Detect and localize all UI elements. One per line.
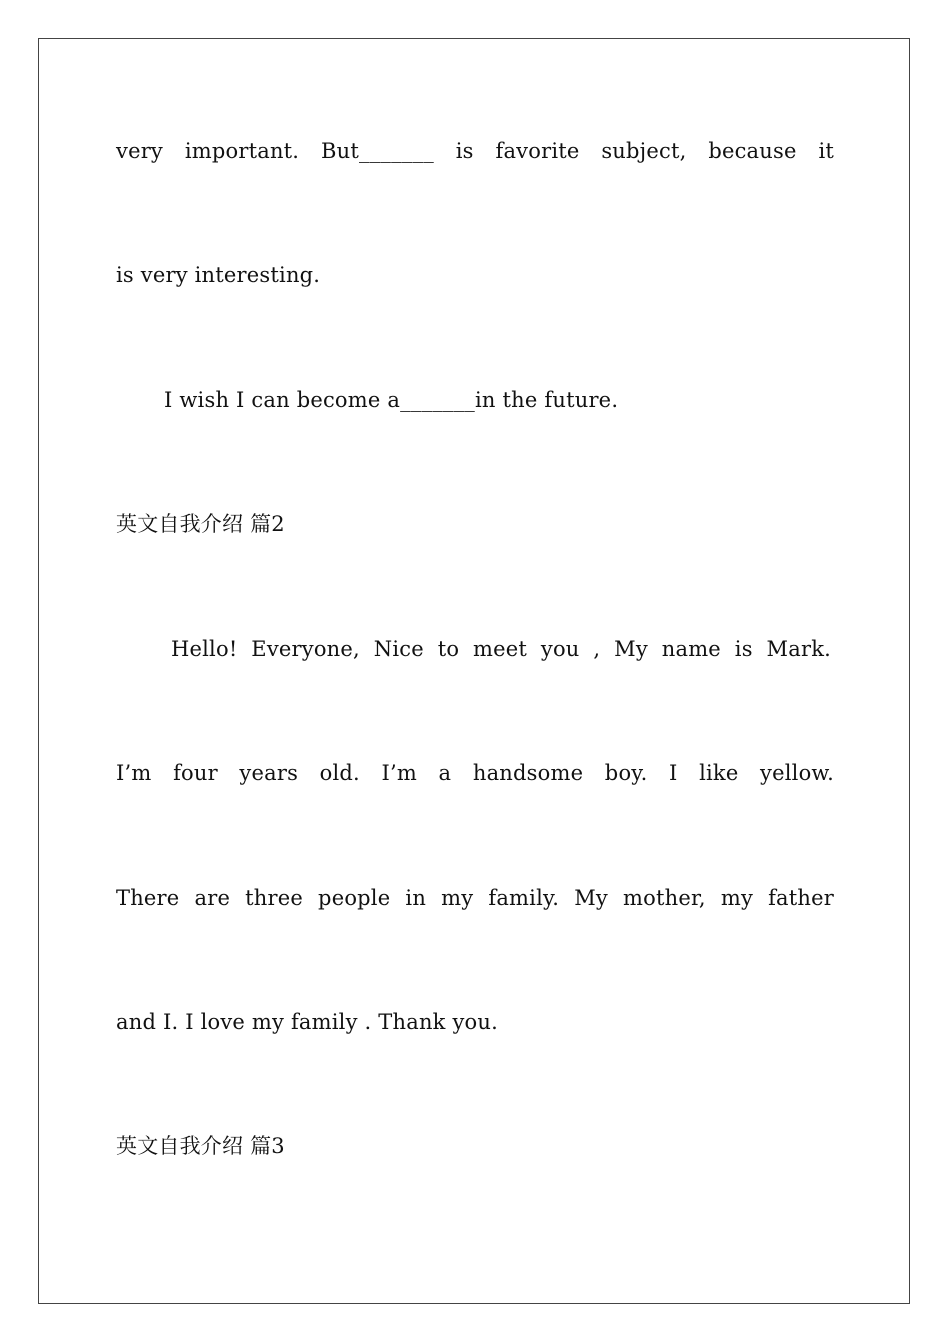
- paragraph-line: and I. I love my family . Thank you.: [116, 1010, 498, 1034]
- paragraph-line: is very interesting.: [116, 263, 321, 287]
- paragraph-line: There are three people in my family. My mother, my father: [116, 886, 834, 910]
- paragraph-line: Hello! Everyone, Nice to meet you , My name is Mark.: [171, 637, 831, 661]
- section-heading: 英文自我介绍 篇3: [116, 1134, 285, 1158]
- paragraph-line: I’m four years old. I’m a handsome boy. I like yellow.: [116, 761, 834, 785]
- page-frame: [38, 38, 910, 1304]
- paragraph-line: I wish I can become a_______in the future.: [164, 388, 619, 412]
- section-heading: 英文自我介绍 篇2: [116, 512, 285, 536]
- paragraph-line: very important. But_______ is favorite subject, because it: [116, 139, 834, 163]
